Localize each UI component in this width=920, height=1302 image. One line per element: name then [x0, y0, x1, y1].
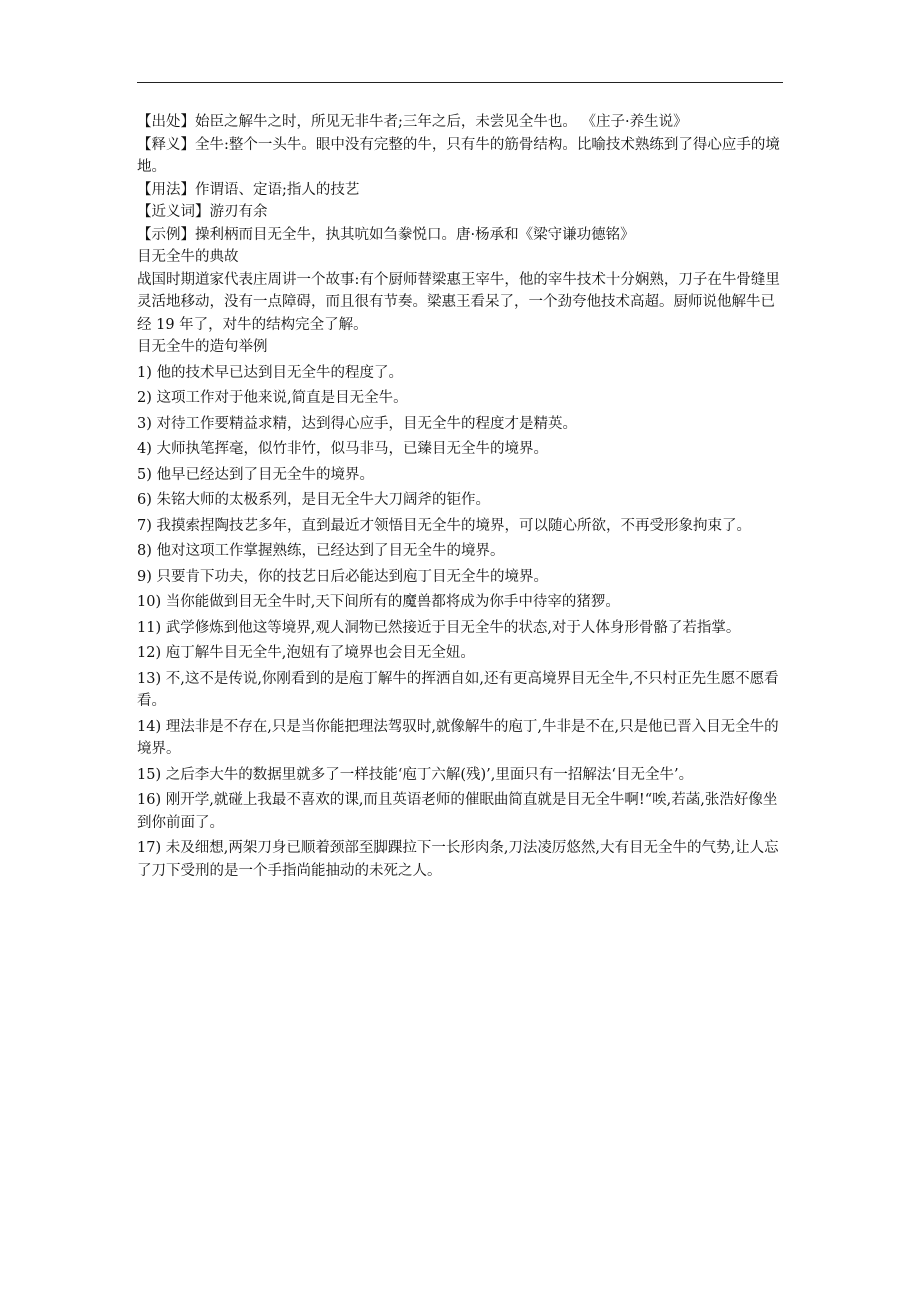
source-entry: 【出处】始臣之解牛之时，所见无非牛者;三年之后，未尝见全牛也。 《庄子·养生说》 — [137, 114, 688, 130]
sentence-item: 7) 我摸索捏陶技艺多年，直到最近才领悟目无全牛的境界，可以随心所欲，不再受形象拘束了。 — [137, 517, 751, 534]
header-rule — [137, 82, 783, 83]
sentence-item: 8) 他对这项工作掌握熟练，已经达到了目无全牛的境界。 — [137, 543, 505, 559]
sentence-item: 15) 之后李大牛的数据里就多了一样技能‘庖丁六解(残)’,里面只有一招解法‘目无全牛’。 — [137, 766, 694, 783]
sentence-item: 9) 只要肯下功夫，你的技艺日后必能达到庖丁目无全牛的境界。 — [137, 568, 548, 585]
example-entry: 【示例】操利柄而目无全牛，执其吭如刍豢悦口。唐·杨承和《梁守谦功德铭》 — [137, 226, 635, 243]
story-body: 战国时期道家代表庄周讲一个故事:有个厨师替梁惠王宰牛，他的宰牛技术十分娴熟，刀子在牛骨缝里灵活地移动，没有一点障碍，而且很有节奏。梁惠王看呆了，一个劲夸他技术高超。厨师说他解牛已经 19 年了，对牛的结构完全了解。 — [137, 271, 780, 333]
sentence-item: 5) 他早已经达到了目无全牛的境界。 — [137, 466, 374, 483]
sentence-item: 17) 未及细想,两架刀身已顺着颈部至脚踝拉下一长形肉条,刀法凌厉悠然,大有目无全牛的气势,让人忘了刀下受刑的是一个手指尚能抽动的未死之人。 — [137, 840, 779, 879]
meaning-entry: 【释义】全牛:整个一头牛。眼中没有完整的牛，只有牛的筋骨结构。比喻技术熟练到了得心应手的境地。 — [137, 136, 780, 175]
sentences-heading: 目无全牛的造句举例 — [137, 339, 268, 355]
sentence-item: 3) 对待工作要精益求精，达到得心应手，目无全牛的程度才是精英。 — [137, 415, 577, 432]
synonym-entry: 【近义词】游刃有余 — [137, 204, 268, 220]
sentence-item: 2) 这项工作对于他来说,简直是目无全牛。 — [137, 390, 408, 406]
story-heading: 目无全牛的典故 — [137, 249, 239, 265]
sentence-item: 10) 当你能做到目无全牛时,天下间所有的魔兽都将成为你手中待宰的猪猡。 — [137, 594, 620, 610]
document-body — [137, 111, 787, 882]
usage-entry: 【用法】作谓语、定语;指人的技艺 — [137, 181, 360, 198]
sentence-item: 16) 刚开学,就碰上我最不喜欢的课,而且英语老师的催眠曲简直就是目无全牛啊!“唉,若菡,张浩好像坐到你前面了。 — [137, 792, 778, 831]
sentence-item: 1) 他的技术早已达到目无全牛的程度了。 — [137, 364, 403, 381]
sentence-item: 4) 大师执笔挥毫，似竹非竹，似马非马，已臻目无全牛的境界。 — [137, 441, 548, 457]
sentence-item: 6) 朱铭大师的太极系列，是目无全牛大刀阔斧的钜作。 — [137, 492, 490, 508]
sentence-item: 13) 不,这不是传说,你刚看到的是庖丁解牛的挥洒自如,还有更高境界目无全牛,不只村正先生愿不愿看看。 — [137, 670, 779, 709]
sentence-item: 11) 武学修炼到他这等境界,观人洞物已然接近于目无全牛的状态,对于人体身形骨骼了若指掌。 — [137, 619, 741, 636]
sentence-item: 14) 理法非是不存在,只是当你能把理法驾驭时,就像解牛的庖丁,牛非是不在,只是他已晋入目无全牛的境界。 — [137, 718, 779, 757]
sentence-item: 12) 庖丁解牛目无全牛,泡妞有了境界也会目无全妞。 — [137, 645, 475, 661]
